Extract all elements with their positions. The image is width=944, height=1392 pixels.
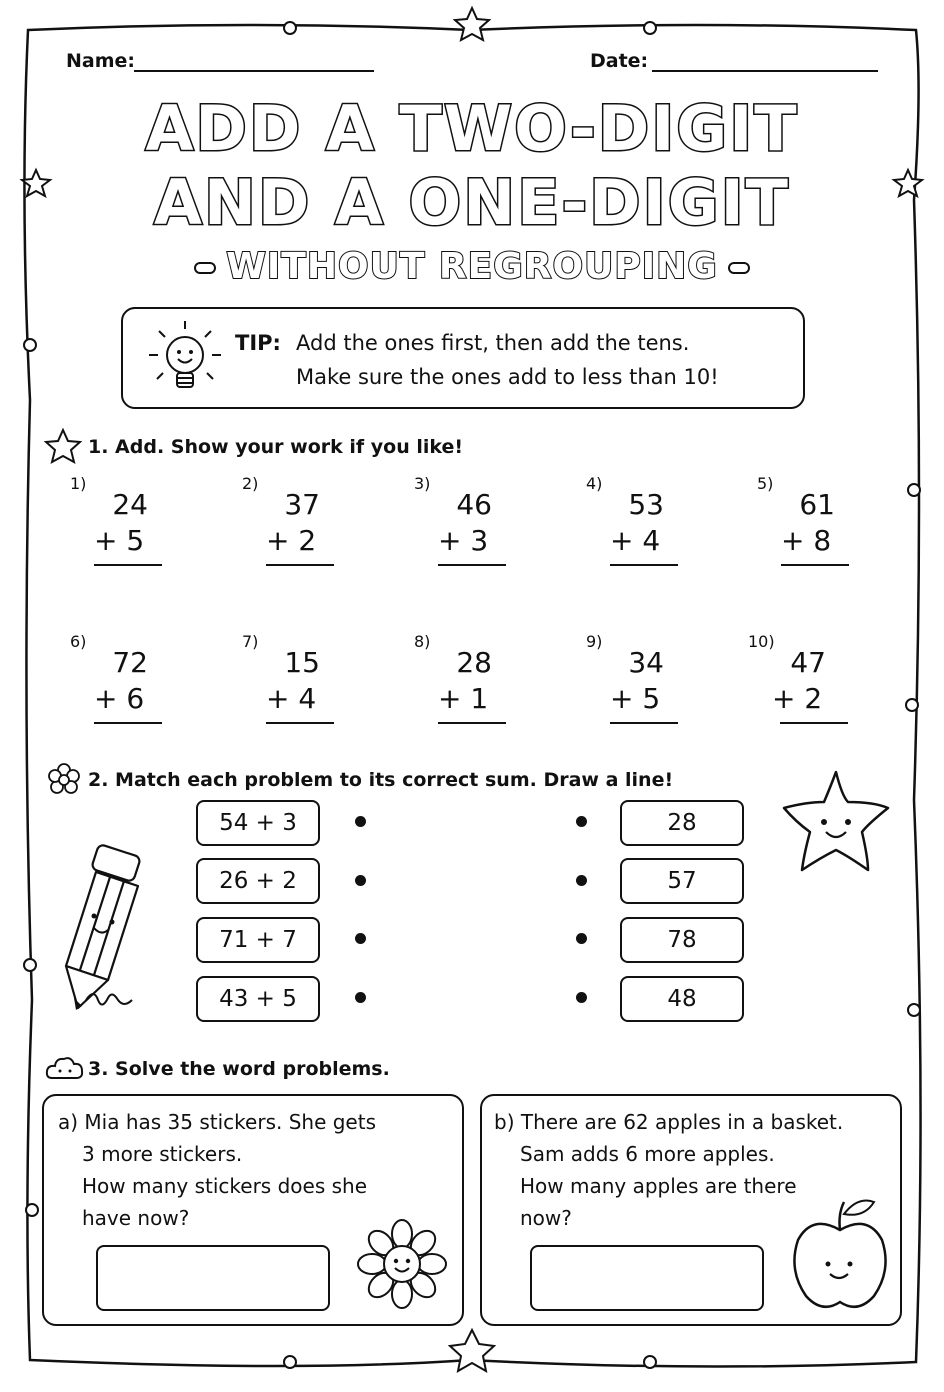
answer-box-a[interactable] (96, 1245, 330, 1311)
problem-6: 6) 72 + 6 (70, 632, 180, 732)
subtitle (0, 246, 944, 287)
date-label: Date: (590, 50, 649, 72)
match-right-4[interactable]: 48 (620, 976, 744, 1022)
problem-a-line-3: How many stickers does she (82, 1174, 367, 1198)
dash-right-icon (728, 262, 750, 274)
title-line-1: ADD A TWO-DIGIT (145, 92, 799, 165)
problem-9: 9) 34 + 5 (586, 632, 696, 732)
name-label: Name: (66, 50, 136, 72)
lightbulb-icon (145, 315, 225, 405)
flower-icon (46, 762, 82, 798)
match-dot-left-2[interactable] (355, 875, 366, 886)
smiling-flower-icon (356, 1218, 448, 1310)
tip-line-1: Add the ones first, then add the tens. (296, 331, 690, 355)
pencil-icon (56, 840, 166, 1030)
problem-7: 7) 15 + 4 (242, 632, 352, 732)
problem-b-line-4: now? (520, 1206, 572, 1230)
match-right-2[interactable]: 57 (620, 858, 744, 904)
match-dot-left-4[interactable] (355, 992, 366, 1003)
section-1-title: 1. Add. Show your work if you like! (88, 436, 464, 458)
problem-a-line-2: 3 more stickers. (82, 1142, 243, 1166)
smiling-apple-icon (788, 1192, 892, 1314)
problem-1: 1) 24 + 5 (70, 474, 180, 574)
problem-3: 3) 46 + 3 (414, 474, 524, 574)
section-2-title: 2. Match each problem to its correct sum. Draw a line! (88, 769, 674, 791)
star-icon (44, 428, 82, 464)
tip-label: TIP: (235, 331, 281, 355)
dash-left-icon (194, 262, 216, 274)
problem-5: 5) 61 + 8 (757, 474, 867, 574)
problem-8: 8) 28 + 1 (414, 632, 524, 732)
problem-a-line-4: have now? (82, 1206, 190, 1230)
problem-a-line-1: a) Mia has 35 stickers. She gets (58, 1110, 376, 1134)
title-line-2: AND A ONE-DIGIT (154, 166, 790, 239)
match-left-1[interactable]: 54 + 3 (196, 800, 320, 846)
problem-4: 4) 53 + 4 (586, 474, 696, 574)
cloud-icon (44, 1054, 86, 1084)
match-dot-right-1[interactable] (576, 816, 587, 827)
match-right-3[interactable]: 78 (620, 917, 744, 963)
match-left-3[interactable]: 71 + 7 (196, 917, 320, 963)
smiling-star-icon (778, 766, 894, 874)
match-dot-right-3[interactable] (576, 933, 587, 944)
problem-b-line-2: Sam adds 6 more apples. (520, 1142, 775, 1166)
tip-line-2: Make sure the ones add to less than 10! (296, 365, 719, 389)
tip-box (121, 307, 805, 409)
section-3-title: 3. Solve the word problems. (88, 1058, 390, 1080)
match-left-2[interactable]: 26 + 2 (196, 858, 320, 904)
problem-10: 10) 47 + 2 (748, 632, 858, 732)
match-dot-left-3[interactable] (355, 933, 366, 944)
problem-b-line-1: b) There are 62 apples in a basket. (494, 1110, 844, 1134)
match-left-4[interactable]: 43 + 5 (196, 976, 320, 1022)
match-dot-left-1[interactable] (355, 816, 366, 827)
problem-2: 2) 37 + 2 (242, 474, 352, 574)
problem-b-line-3: How many apples are there (520, 1174, 797, 1198)
match-dot-right-2[interactable] (576, 875, 587, 886)
subtitle-text: WITHOUT REGROUPING (226, 246, 718, 287)
name-field[interactable] (134, 70, 374, 72)
answer-box-b[interactable] (530, 1245, 764, 1311)
match-dot-right-4[interactable] (576, 992, 587, 1003)
match-right-1[interactable]: 28 (620, 800, 744, 846)
date-field[interactable] (652, 70, 878, 72)
